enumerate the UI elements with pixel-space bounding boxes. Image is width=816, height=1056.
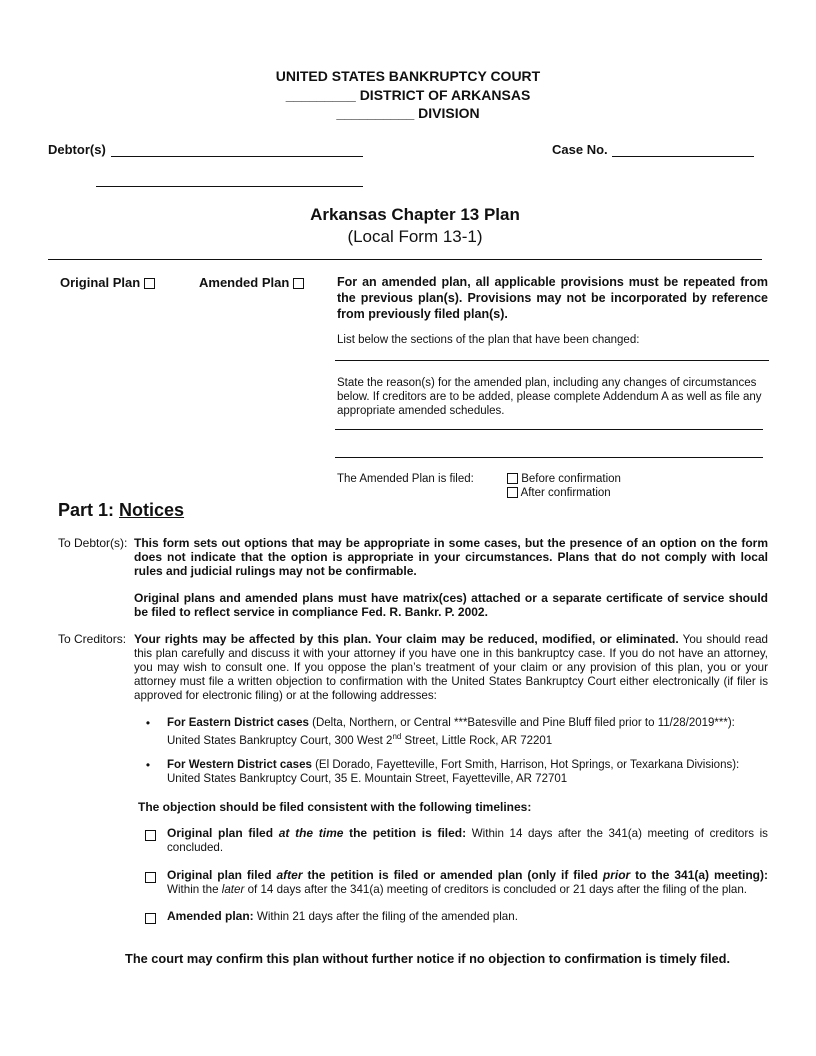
timelines-heading: The objection should be filed consistent with the following timelines: <box>138 800 532 814</box>
changes-line[interactable] <box>335 360 769 361</box>
original-plan-label: Original Plan <box>60 275 141 290</box>
district-blank[interactable]: _________ <box>285 87 356 103</box>
to-creditors-body <box>134 632 768 703</box>
after-confirmation-option[interactable] <box>507 487 611 499</box>
reasons-label: State the reason(s) for the amended plan, including any changes of circumstances below. If creditors are to be added, please complete Addendum A as well as file any appropriate amended schedules. <box>337 377 762 417</box>
timeline2-text <box>167 868 768 897</box>
to-debtors-label: To Debtor(s): <box>58 536 128 550</box>
part1-heading <box>58 500 184 521</box>
western-divisions: (El Dorado, Fayetteville, Fort Smith, Harrison, Hot Springs, or Texarkana Divisions): <box>315 759 740 771</box>
western-address: United States Bankruptcy Court, 35 E. Mountain Street, Fayetteville, AR 72701 <box>167 773 568 785</box>
plan-title: Arkansas Chapter 13 Plan <box>310 205 520 224</box>
closing-statement: The court may confirm this plan without further notice if no objection to confirmation is timely filed. <box>125 951 731 966</box>
plan-subtitle: (Local Form 13-1) <box>347 227 483 246</box>
timeline1-text <box>167 826 768 855</box>
before-confirmation-checkbox[interactable] <box>507 473 518 484</box>
before-confirmation-label: Before confirmation <box>521 473 621 485</box>
eastern-address-b: Street, Little Rock, AR 72201 <box>401 734 553 747</box>
division-line <box>0 104 816 122</box>
amended-filed-label: The Amended Plan is filed: <box>337 473 474 485</box>
debtor-line-1[interactable] <box>111 156 363 157</box>
original-plan-checkbox[interactable] <box>144 278 155 289</box>
case-no-line[interactable] <box>612 156 754 157</box>
western-label: For Western District cases <box>167 759 312 771</box>
eastern-address-a: United States Bankruptcy Court, 300 West 2 <box>167 734 393 747</box>
amended-plan-notice: For an amended plan, all applicable provisions must be repeated from the previous plan(s). Provisions may not be incorporated by reference from previously filed plan(s). <box>337 275 768 321</box>
amended-plan-option[interactable] <box>199 275 304 290</box>
district-label: DISTRICT OF ARKANSAS <box>359 87 531 103</box>
bullet-eastern: • <box>145 716 151 730</box>
timeline3-text <box>167 909 768 924</box>
amended-plan-label: Amended Plan <box>199 275 290 290</box>
timeline1-b: the petition is filed: <box>343 826 467 840</box>
division-label: DIVISION <box>418 105 480 121</box>
eastern-label: For Eastern District cases <box>167 717 309 729</box>
timeline2-a: Original plan filed <box>167 868 277 882</box>
timeline3-checkbox[interactable] <box>145 913 156 924</box>
timeline3-rest: Within 21 days after the filing of the amended plan. <box>256 910 518 923</box>
timeline2-italic: after <box>276 868 303 882</box>
case-no-label: Case No. <box>552 142 608 157</box>
timeline3-checkbox-wrap[interactable] <box>145 911 156 925</box>
district-line <box>0 86 816 104</box>
timeline3-bold: Amended plan: <box>167 909 254 923</box>
timeline2-rest1: Within the <box>167 883 222 896</box>
bullet-western: • <box>145 758 151 772</box>
timeline2-checkbox[interactable] <box>145 872 156 883</box>
western-district <box>167 758 769 786</box>
to-debtors-para1: This form sets out options that may be appropriate in some cases, but the presence of an option on the form does not indicate that the option is appropriate in your circumstances. Plans that do not comply with local rules and judicial rulings may not be confirmable. <box>134 536 768 578</box>
debtor-line-2[interactable] <box>96 186 363 187</box>
original-plan-option[interactable] <box>60 275 155 290</box>
timeline2-italic2: prior <box>602 868 631 882</box>
to-creditors-text: You should read this plan carefully and discuss it with your attorney if you have one in this bankruptcy case. If you do not have an attorney, you may wish to consult one. If you oppose the plan’s treatment of your claim or any provision of this plan, you or your attorney must file a written objection to confirmation with the United States Bankruptcy Court either electronically (if filer is approved for electronic filing) or at the following addresses: <box>134 633 768 702</box>
timeline1-italic: at the time <box>278 826 344 840</box>
timeline2-rest2: of 14 days after the 341(a) meeting of creditors is concluded or 21 days after the filing of the plan. <box>244 883 748 896</box>
division-blank[interactable]: __________ <box>336 105 415 121</box>
timeline2-checkbox-wrap[interactable] <box>145 870 156 884</box>
eastern-divisions: (Delta, Northern, or Central ***Batesville and Pine Bluff filed prior to 11/28/2019***): <box>312 717 735 729</box>
reasons-line-2[interactable] <box>335 457 763 458</box>
title-rule <box>48 259 762 260</box>
amended-plan-checkbox[interactable] <box>293 278 304 289</box>
part1-title: Notices <box>119 500 185 520</box>
timeline1-checkbox-wrap[interactable] <box>145 828 156 842</box>
timeline2-b: the petition is filed or amended plan (only if filed <box>302 868 603 882</box>
timeline1-checkbox[interactable] <box>145 830 156 841</box>
court-name: UNITED STATES BANKRUPTCY COURT <box>275 68 541 84</box>
to-creditors-lead: Your rights may be affected by this plan. Your claim may be reduced, modified, or eliminated. <box>134 632 679 646</box>
to-debtors-para2: Original plans and amended plans must have matrix(ces) attached or a separate certificate of service should be filed to reflect service in compliance Fed. R. Bankr. P. 2002. <box>134 591 768 619</box>
before-confirmation-option[interactable] <box>507 473 621 485</box>
timeline2-rest-italic: later <box>221 883 245 896</box>
timeline1-rest: Within 14 days after the 341(a) meeting of creditors is concluded. <box>167 827 768 854</box>
timeline2-c: to the 341(a) meeting): <box>630 868 768 882</box>
eastern-district <box>167 716 769 748</box>
eastern-address-sup: nd <box>392 732 402 741</box>
after-confirmation-label: After confirmation <box>520 487 611 499</box>
list-changes-label: List below the sections of the plan that have been changed: <box>337 334 640 346</box>
timeline1-a: Original plan filed <box>167 826 279 840</box>
debtor-label: Debtor(s) <box>48 142 106 157</box>
to-creditors-label: To Creditors: <box>58 632 127 646</box>
reasons-line-1[interactable] <box>335 429 763 430</box>
after-confirmation-checkbox[interactable] <box>507 487 518 498</box>
part1-prefix: Part 1: <box>58 500 120 520</box>
